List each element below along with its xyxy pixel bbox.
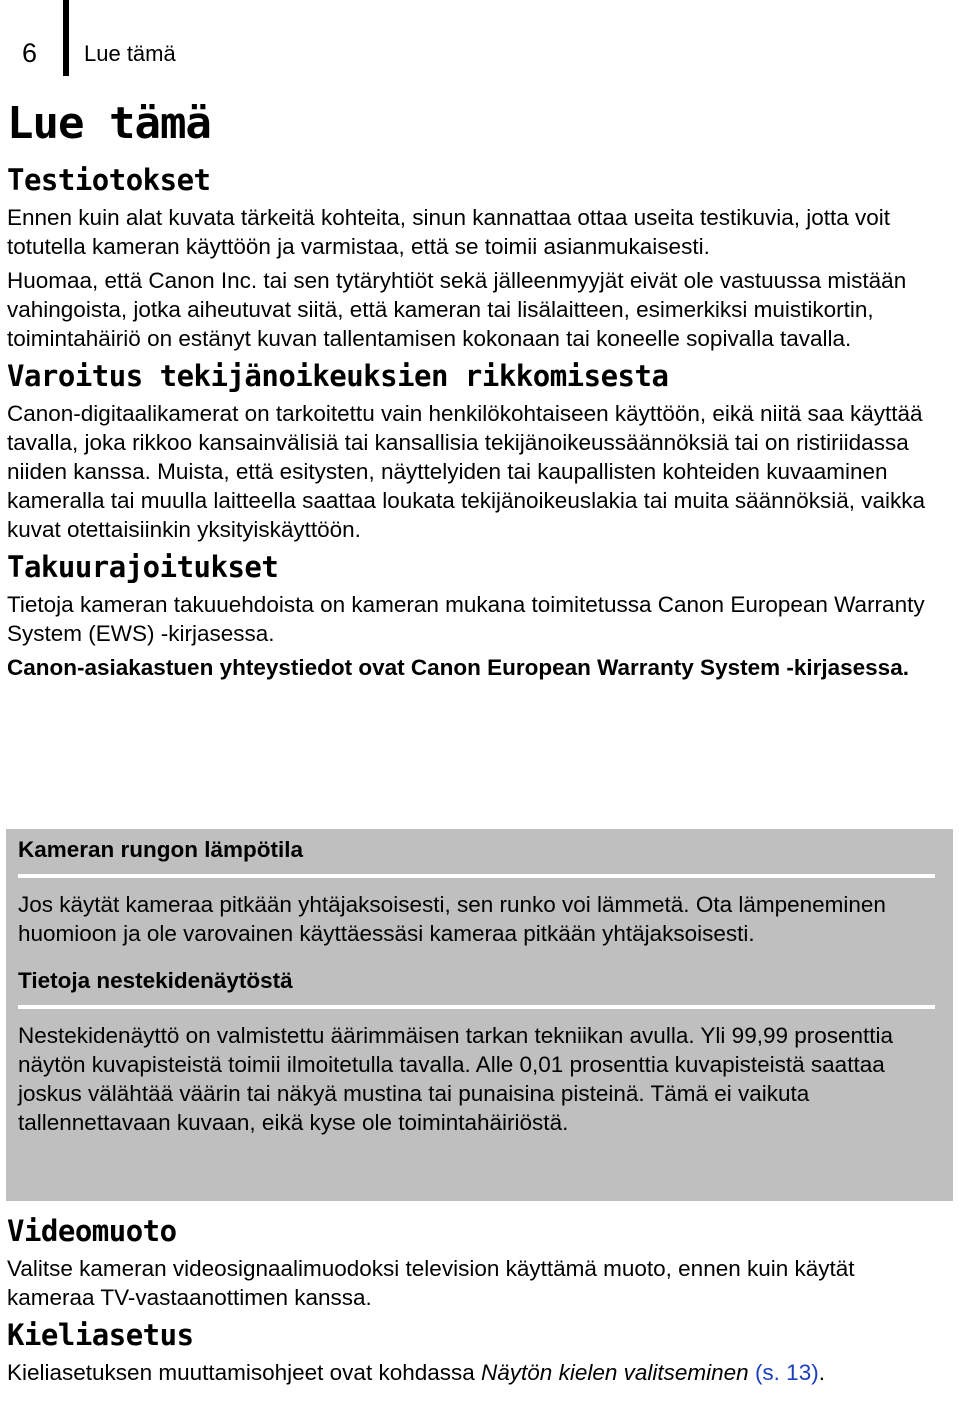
- notice-box: [6, 829, 953, 1201]
- kieliasetus-text: Kieliasetuksen muuttamisohjeet ovat kohdassa: [7, 1360, 482, 1385]
- paragraph-testiotokset-2: Huomaa, että Canon Inc. tai sen tytäryhtiöt sekä jälleenmyyjät eivät ole vastuussa mistään vahingoista, jotka aiheutuvat siitä, että kameran tai lisälaitteen, esimerkiksi muistikortin, toimintahäiriö on estänyt kuvan tallentamisen kokonaan tai koneelle sopivalla tavalla.: [7, 268, 907, 351]
- paragraph-testiotokset-1: Ennen kuin alat kuvata tärkeitä kohteita, sinun kannattaa ottaa useita testikuvia, jotta voit totutella kameran käyttöön ja varmistaa, että se toimii asianmukaisesti.: [7, 205, 891, 259]
- running-title: Lue tämä: [84, 41, 176, 66]
- notice-heading-temperature: Kameran rungon lämpötila: [18, 837, 304, 862]
- page-13-link[interactable]: (s. 13): [754, 1360, 819, 1385]
- paragraph-takuu-2: Canon-asiakastuen yhteystiedot ovat Canon European Warranty System -kirjasessa.: [7, 655, 909, 680]
- notice-divider: [18, 1005, 935, 1009]
- paragraph-kieliasetus: Kieliasetuksen muuttamisohjeet ovat kohdassa Näytön kielen valitseminen (s. 13).: [7, 1360, 825, 1385]
- paragraph-videomuoto: Valitse kameran videosignaalimuodoksi television käyttämä muoto, ennen kuin käytät kameraa TV-vastaanottimen kanssa.: [7, 1256, 855, 1310]
- main-content: [7, 96, 947, 682]
- header-divider: [63, 0, 69, 76]
- heading-videomuoto: Videomuoto: [7, 1214, 177, 1248]
- notice-heading-lcd: Tietoja nestekidenäytöstä: [18, 968, 293, 993]
- heading-varoitus: Varoitus tekijänoikeuksien rikkomisesta: [7, 359, 669, 393]
- kieliasetus-reference: Näytön kielen valitseminen: [481, 1360, 749, 1385]
- page-number: 6: [22, 38, 38, 68]
- notice-divider: [18, 874, 935, 878]
- lower-content: [7, 1213, 947, 1387]
- paragraph-varoitus: Canon-digitaalikamerat on tarkoitettu vain henkilökohtaiseen käyttöön, eikä niitä saa käyttää tavalla, joka rikkoo kansainvälisiä tai kansallisia tekijänoikeussäännöksiä tai on ristiriidassa niiden kanssa. Muista, että esitysten, näyttelyiden tai kaupallisten kohteiden kuvaaminen kameralla tai muulla laitteella saattaa loukata tekijänoikeuslakia tai muita säännöksiä, vaikka kuvat otettaisiinkin yksityiskäyttöön.: [7, 401, 925, 542]
- heading-testiotokset: Testiotokset: [7, 163, 211, 197]
- heading-takuurajoitukset: Takuurajoitukset: [7, 550, 279, 584]
- page-title: Lue tämä: [7, 98, 211, 149]
- heading-kieliasetus: Kieliasetus: [7, 1318, 194, 1352]
- notice-text-lcd: Nestekidenäyttö on valmistettu äärimmäisen tarkan tekniikan avulla. Yli 99,99 prosenttia näytön kuvapisteistä toimii ilmoitetulla tavalla. Alle 0,01 prosenttia kuvapisteistä saattaa joskus välähtää väärin tai näkyä mustina tai punaisina pisteinä. Tämä ei vaikuta tallennettavaan kuvaan, eikä kyse ole toimintahäiriöstä.: [18, 1023, 894, 1135]
- notice-text-temperature: Jos käytät kameraa pitkään yhtäjaksoisesti, sen runko voi lämmetä. Ota lämpeneminen huomioon ja ole varovainen käyttäessäsi kameraa pitkään yhtäjaksoisesti.: [18, 892, 886, 946]
- paragraph-takuu-1: Tietoja kameran takuuehdoista on kameran mukana toimitetussa Canon European Warranty System (EWS) -kirjasessa.: [7, 592, 925, 646]
